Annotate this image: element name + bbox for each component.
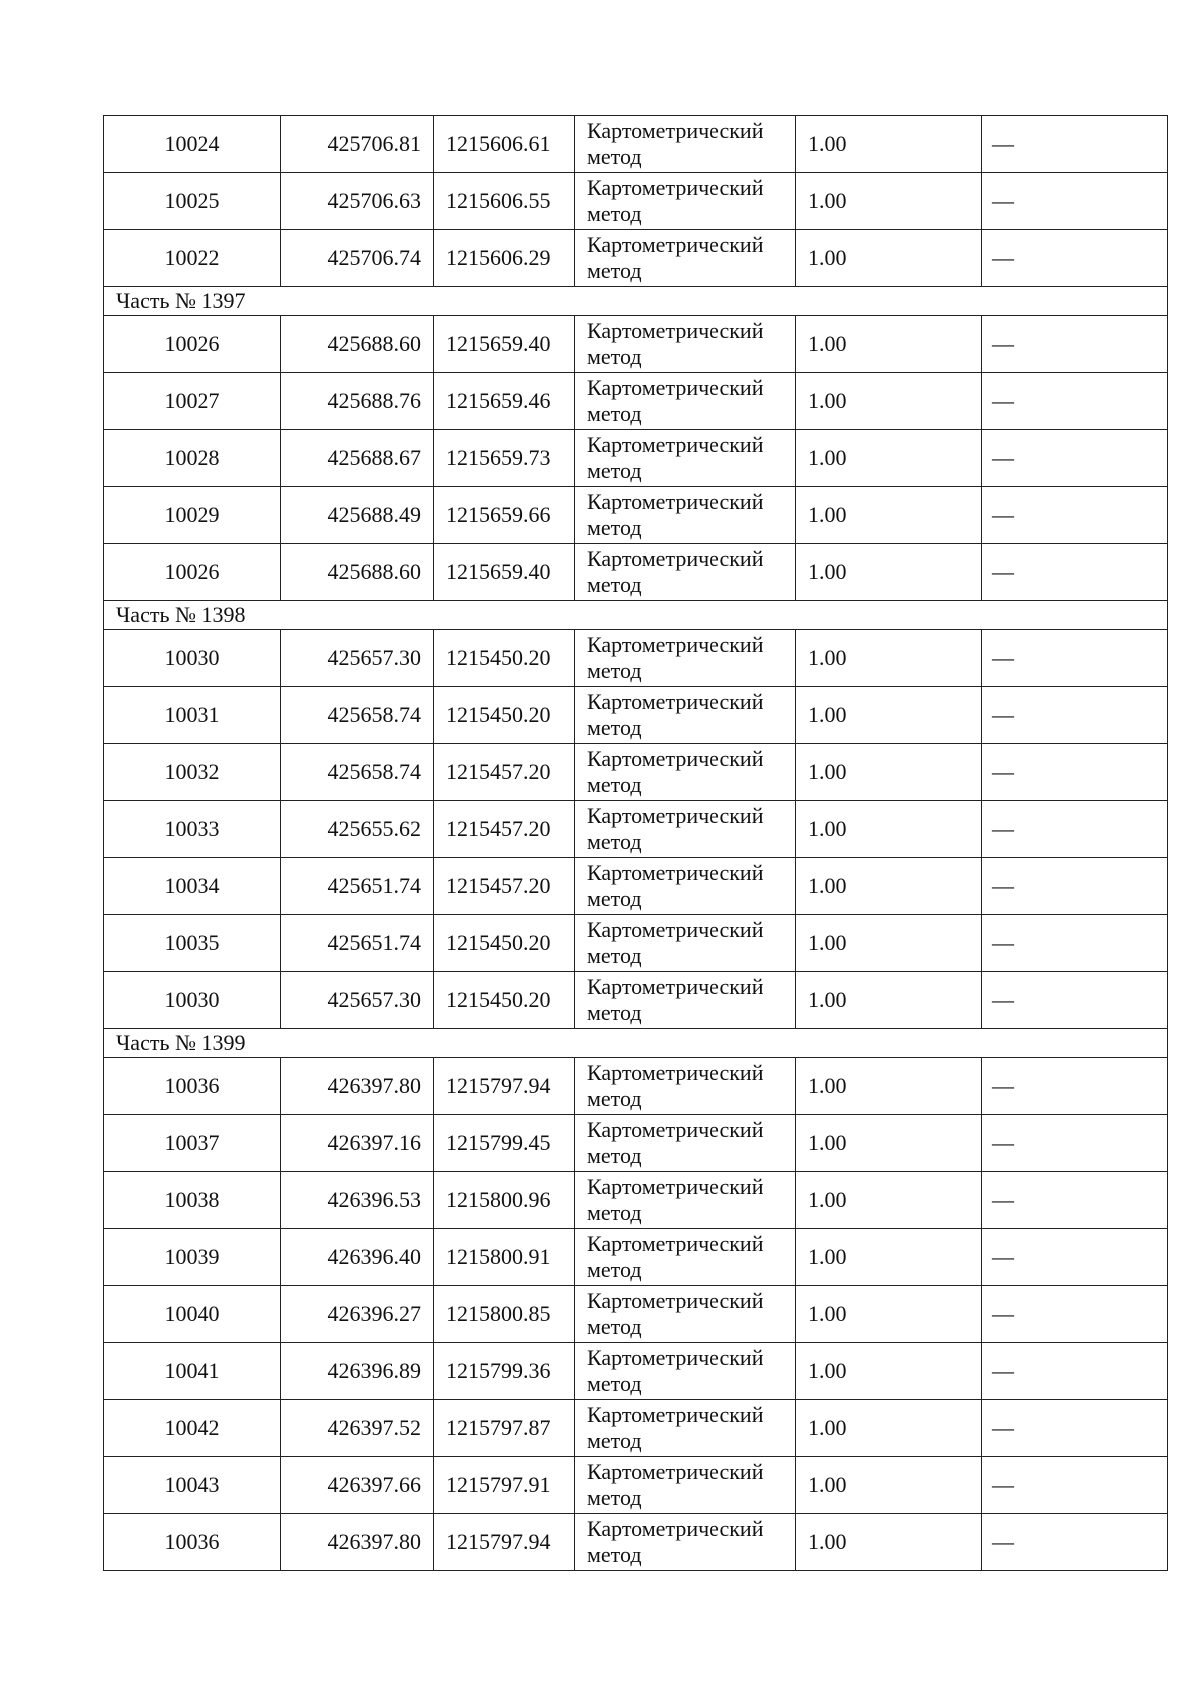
method-cell: Картометрический метод bbox=[575, 173, 796, 230]
section-title: Часть № 1399 bbox=[104, 1029, 1168, 1058]
point-number-cell: 10027 bbox=[104, 373, 281, 430]
point-number-cell: 10035 bbox=[104, 915, 281, 972]
method-cell: Картометрический метод bbox=[575, 544, 796, 601]
table-row bbox=[104, 630, 1168, 687]
coord-x-cell: 425657.30 bbox=[281, 972, 434, 1029]
description-cell: — bbox=[982, 1343, 1168, 1400]
coord-x-cell: 426397.80 bbox=[281, 1058, 434, 1115]
section-header-row bbox=[104, 287, 1168, 316]
method-cell: Картометрический метод bbox=[575, 915, 796, 972]
coord-y-cell: 1215800.85 bbox=[434, 1286, 575, 1343]
method-cell: Картометрический метод bbox=[575, 687, 796, 744]
table-row bbox=[104, 744, 1168, 801]
method-cell: Картометрический метод bbox=[575, 630, 796, 687]
coord-x-cell: 425657.30 bbox=[281, 630, 434, 687]
method-cell: Картометрический метод bbox=[575, 373, 796, 430]
description-cell: — bbox=[982, 972, 1168, 1029]
coord-x-cell: 426396.40 bbox=[281, 1229, 434, 1286]
point-number-cell: 10028 bbox=[104, 430, 281, 487]
section-title: Часть № 1398 bbox=[104, 601, 1168, 630]
table-row bbox=[104, 1115, 1168, 1172]
coord-x-cell: 425651.74 bbox=[281, 915, 434, 972]
coord-y-cell: 1215800.91 bbox=[434, 1229, 575, 1286]
precision-cell: 1.00 bbox=[796, 1115, 982, 1172]
method-cell: Картометрический метод bbox=[575, 1400, 796, 1457]
coord-x-cell: 426397.66 bbox=[281, 1457, 434, 1514]
description-cell: — bbox=[982, 801, 1168, 858]
coord-y-cell: 1215800.96 bbox=[434, 1172, 575, 1229]
point-number-cell: 10030 bbox=[104, 972, 281, 1029]
description-cell: — bbox=[982, 230, 1168, 287]
coord-y-cell: 1215606.29 bbox=[434, 230, 575, 287]
table-row bbox=[104, 1286, 1168, 1343]
coord-x-cell: 425651.74 bbox=[281, 858, 434, 915]
coord-y-cell: 1215799.36 bbox=[434, 1343, 575, 1400]
section-header-row bbox=[104, 1029, 1168, 1058]
coord-y-cell: 1215799.45 bbox=[434, 1115, 575, 1172]
point-number-cell: 10022 bbox=[104, 230, 281, 287]
precision-cell: 1.00 bbox=[796, 1343, 982, 1400]
precision-cell: 1.00 bbox=[796, 116, 982, 173]
coordinates-table bbox=[103, 115, 1168, 1571]
description-cell: — bbox=[982, 316, 1168, 373]
description-cell: — bbox=[982, 1058, 1168, 1115]
method-cell: Картометрический метод bbox=[575, 1514, 796, 1571]
coord-x-cell: 426396.89 bbox=[281, 1343, 434, 1400]
point-number-cell: 10024 bbox=[104, 116, 281, 173]
table-row bbox=[104, 1457, 1168, 1514]
table-row bbox=[104, 687, 1168, 744]
coord-y-cell: 1215457.20 bbox=[434, 858, 575, 915]
method-cell: Картометрический метод bbox=[575, 801, 796, 858]
precision-cell: 1.00 bbox=[796, 801, 982, 858]
section-header-row bbox=[104, 601, 1168, 630]
coord-y-cell: 1215659.40 bbox=[434, 544, 575, 601]
description-cell: — bbox=[982, 373, 1168, 430]
table-row bbox=[104, 801, 1168, 858]
table-row bbox=[104, 972, 1168, 1029]
description-cell: — bbox=[982, 1457, 1168, 1514]
coord-x-cell: 425688.60 bbox=[281, 316, 434, 373]
coord-y-cell: 1215457.20 bbox=[434, 801, 575, 858]
coord-x-cell: 425658.74 bbox=[281, 744, 434, 801]
coord-y-cell: 1215659.46 bbox=[434, 373, 575, 430]
table-row bbox=[104, 544, 1168, 601]
description-cell: — bbox=[982, 116, 1168, 173]
method-cell: Картометрический метод bbox=[575, 487, 796, 544]
description-cell: — bbox=[982, 544, 1168, 601]
table-row bbox=[104, 173, 1168, 230]
coordinates-table-body bbox=[104, 116, 1168, 1571]
point-number-cell: 10032 bbox=[104, 744, 281, 801]
table-row bbox=[104, 1229, 1168, 1286]
point-number-cell: 10040 bbox=[104, 1286, 281, 1343]
coord-x-cell: 426397.16 bbox=[281, 1115, 434, 1172]
precision-cell: 1.00 bbox=[796, 915, 982, 972]
description-cell: — bbox=[982, 1514, 1168, 1571]
precision-cell: 1.00 bbox=[796, 173, 982, 230]
precision-cell: 1.00 bbox=[796, 230, 982, 287]
table-row bbox=[104, 1058, 1168, 1115]
section-title: Часть № 1397 bbox=[104, 287, 1168, 316]
method-cell: Картометрический метод bbox=[575, 230, 796, 287]
table-row bbox=[104, 1400, 1168, 1457]
coord-x-cell: 425688.49 bbox=[281, 487, 434, 544]
description-cell: — bbox=[982, 1286, 1168, 1343]
method-cell: Картометрический метод bbox=[575, 316, 796, 373]
coord-y-cell: 1215797.94 bbox=[434, 1058, 575, 1115]
table-row bbox=[104, 858, 1168, 915]
point-number-cell: 10030 bbox=[104, 630, 281, 687]
coord-y-cell: 1215659.73 bbox=[434, 430, 575, 487]
description-cell: — bbox=[982, 1400, 1168, 1457]
description-cell: — bbox=[982, 430, 1168, 487]
description-cell: — bbox=[982, 687, 1168, 744]
coord-y-cell: 1215457.20 bbox=[434, 744, 575, 801]
coord-x-cell: 426397.52 bbox=[281, 1400, 434, 1457]
coord-y-cell: 1215606.55 bbox=[434, 173, 575, 230]
coord-y-cell: 1215450.20 bbox=[434, 915, 575, 972]
table-row bbox=[104, 116, 1168, 173]
description-cell: — bbox=[982, 858, 1168, 915]
coord-y-cell: 1215450.20 bbox=[434, 687, 575, 744]
description-cell: — bbox=[982, 1172, 1168, 1229]
method-cell: Картометрический метод bbox=[575, 116, 796, 173]
point-number-cell: 10025 bbox=[104, 173, 281, 230]
method-cell: Картометрический метод bbox=[575, 1286, 796, 1343]
point-number-cell: 10038 bbox=[104, 1172, 281, 1229]
table-row bbox=[104, 1172, 1168, 1229]
description-cell: — bbox=[982, 915, 1168, 972]
coord-y-cell: 1215659.66 bbox=[434, 487, 575, 544]
method-cell: Картометрический метод bbox=[575, 1058, 796, 1115]
coord-y-cell: 1215797.91 bbox=[434, 1457, 575, 1514]
coord-y-cell: 1215606.61 bbox=[434, 116, 575, 173]
precision-cell: 1.00 bbox=[796, 316, 982, 373]
coord-x-cell: 425706.81 bbox=[281, 116, 434, 173]
description-cell: — bbox=[982, 630, 1168, 687]
description-cell: — bbox=[982, 173, 1168, 230]
point-number-cell: 10041 bbox=[104, 1343, 281, 1400]
point-number-cell: 10036 bbox=[104, 1058, 281, 1115]
method-cell: Картометрический метод bbox=[575, 1229, 796, 1286]
precision-cell: 1.00 bbox=[796, 373, 982, 430]
precision-cell: 1.00 bbox=[796, 430, 982, 487]
precision-cell: 1.00 bbox=[796, 1229, 982, 1286]
method-cell: Картометрический метод bbox=[575, 1115, 796, 1172]
coord-y-cell: 1215659.40 bbox=[434, 316, 575, 373]
method-cell: Картометрический метод bbox=[575, 1172, 796, 1229]
precision-cell: 1.00 bbox=[796, 630, 982, 687]
description-cell: — bbox=[982, 1115, 1168, 1172]
table-row bbox=[104, 373, 1168, 430]
point-number-cell: 10031 bbox=[104, 687, 281, 744]
table-row bbox=[104, 1514, 1168, 1571]
point-number-cell: 10042 bbox=[104, 1400, 281, 1457]
method-cell: Картометрический метод bbox=[575, 1343, 796, 1400]
point-number-cell: 10033 bbox=[104, 801, 281, 858]
table-row bbox=[104, 230, 1168, 287]
precision-cell: 1.00 bbox=[796, 1286, 982, 1343]
coord-y-cell: 1215797.94 bbox=[434, 1514, 575, 1571]
point-number-cell: 10037 bbox=[104, 1115, 281, 1172]
precision-cell: 1.00 bbox=[796, 687, 982, 744]
coord-y-cell: 1215450.20 bbox=[434, 972, 575, 1029]
point-number-cell: 10029 bbox=[104, 487, 281, 544]
coord-x-cell: 425688.76 bbox=[281, 373, 434, 430]
coord-x-cell: 425706.63 bbox=[281, 173, 434, 230]
description-cell: — bbox=[982, 744, 1168, 801]
method-cell: Картометрический метод bbox=[575, 858, 796, 915]
precision-cell: 1.00 bbox=[796, 1058, 982, 1115]
precision-cell: 1.00 bbox=[796, 487, 982, 544]
precision-cell: 1.00 bbox=[796, 1457, 982, 1514]
coord-x-cell: 425655.62 bbox=[281, 801, 434, 858]
point-number-cell: 10043 bbox=[104, 1457, 281, 1514]
table-row bbox=[104, 915, 1168, 972]
point-number-cell: 10026 bbox=[104, 544, 281, 601]
description-cell: — bbox=[982, 487, 1168, 544]
point-number-cell: 10034 bbox=[104, 858, 281, 915]
point-number-cell: 10036 bbox=[104, 1514, 281, 1571]
coord-x-cell: 426396.53 bbox=[281, 1172, 434, 1229]
precision-cell: 1.00 bbox=[796, 972, 982, 1029]
method-cell: Картометрический метод bbox=[575, 1457, 796, 1514]
method-cell: Картометрический метод bbox=[575, 972, 796, 1029]
precision-cell: 1.00 bbox=[796, 1400, 982, 1457]
description-cell: — bbox=[982, 1229, 1168, 1286]
table-row bbox=[104, 316, 1168, 373]
table-row bbox=[104, 487, 1168, 544]
coord-x-cell: 425688.67 bbox=[281, 430, 434, 487]
table-row bbox=[104, 1343, 1168, 1400]
coord-x-cell: 425658.74 bbox=[281, 687, 434, 744]
point-number-cell: 10026 bbox=[104, 316, 281, 373]
method-cell: Картометрический метод bbox=[575, 430, 796, 487]
coord-x-cell: 425706.74 bbox=[281, 230, 434, 287]
precision-cell: 1.00 bbox=[796, 1514, 982, 1571]
point-number-cell: 10039 bbox=[104, 1229, 281, 1286]
precision-cell: 1.00 bbox=[796, 744, 982, 801]
coord-x-cell: 425688.60 bbox=[281, 544, 434, 601]
method-cell: Картометрический метод bbox=[575, 744, 796, 801]
coord-y-cell: 1215797.87 bbox=[434, 1400, 575, 1457]
coord-y-cell: 1215450.20 bbox=[434, 630, 575, 687]
precision-cell: 1.00 bbox=[796, 858, 982, 915]
precision-cell: 1.00 bbox=[796, 1172, 982, 1229]
precision-cell: 1.00 bbox=[796, 544, 982, 601]
table-row bbox=[104, 430, 1168, 487]
coord-x-cell: 426397.80 bbox=[281, 1514, 434, 1571]
coord-x-cell: 426396.27 bbox=[281, 1286, 434, 1343]
